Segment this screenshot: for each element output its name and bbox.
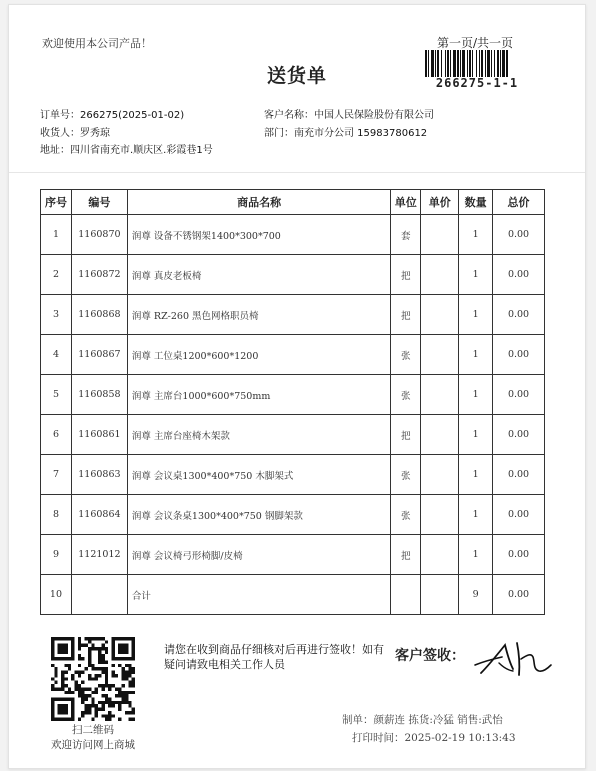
item-code: 1160872	[71, 255, 127, 295]
item-qty: 1	[459, 295, 493, 335]
row-index: 5	[41, 375, 72, 415]
total-qty: 9	[459, 575, 493, 615]
item-code	[71, 575, 127, 615]
item-total: 0.00	[493, 295, 545, 335]
delivery-address: 地址：四川省南充市.顺庆区.彩霞巷1号	[40, 145, 213, 156]
item-price	[421, 255, 459, 295]
item-price	[421, 495, 459, 535]
print-time: 打印时间：2025-02-19 10:13:43	[352, 732, 516, 744]
item-price	[421, 575, 459, 615]
department-info: 部门：南充市分公司 15983780612	[264, 128, 428, 139]
row-index: 9	[41, 535, 72, 575]
item-name: 润尊 主席台1000*600*750mm	[127, 375, 390, 415]
item-name: 润尊 工位桌1200*600*1200	[127, 335, 390, 375]
row-index: 3	[41, 295, 72, 335]
column-header: 序号	[41, 190, 72, 215]
table-row	[41, 215, 545, 255]
item-unit: 套	[391, 215, 421, 255]
barcode-number: 266275-1-1	[435, 76, 519, 90]
qr-caption-line2: 欢迎访问网上商城	[51, 739, 135, 751]
staff-info: 制单：颜薪连 拣货:冷猛 销售:武怡	[342, 714, 503, 726]
total-row	[41, 575, 545, 615]
item-name: 润尊 RZ-260 黑色网格职员椅	[127, 295, 390, 335]
item-name: 润尊 会议椅弓形椅脚/皮椅	[127, 535, 390, 575]
item-code: 1160863	[71, 455, 127, 495]
column-header: 总价	[493, 190, 545, 215]
column-header: 单位	[391, 190, 421, 215]
receiver-name: 收货人：罗秀琼	[40, 128, 110, 139]
item-qty: 1	[459, 415, 493, 455]
item-total: 0.00	[493, 415, 545, 455]
row-index: 2	[41, 255, 72, 295]
table-row	[41, 535, 545, 575]
item-unit: 张	[391, 495, 421, 535]
item-qty: 1	[459, 535, 493, 575]
item-total: 0.00	[493, 495, 545, 535]
customer-signature-label: 客户签收：	[395, 648, 465, 664]
item-total: 0.00	[493, 255, 545, 295]
item-unit: 张	[391, 455, 421, 495]
qr-code-icon	[51, 637, 135, 721]
delivery-note-page	[8, 4, 586, 769]
item-code: 1160861	[71, 415, 127, 455]
column-header: 数量	[459, 190, 493, 215]
grand-total: 0.00	[493, 575, 545, 615]
item-name: 润尊 真皮老板椅	[127, 255, 390, 295]
item-price	[421, 375, 459, 415]
row-index: 1	[41, 215, 72, 255]
row-index: 6	[41, 415, 72, 455]
table-row	[41, 495, 545, 535]
column-header: 编号	[71, 190, 127, 215]
item-price	[421, 535, 459, 575]
item-unit: 把	[391, 535, 421, 575]
column-header: 商品名称	[127, 190, 390, 215]
item-total: 0.00	[493, 375, 545, 415]
column-header: 单价	[421, 190, 459, 215]
page-indicator: 第一页/共一页	[437, 36, 514, 50]
row-index: 7	[41, 455, 72, 495]
table-row	[41, 415, 545, 455]
row-index: 4	[41, 335, 72, 375]
row-index: 8	[41, 495, 72, 535]
item-unit: 张	[391, 375, 421, 415]
item-unit: 把	[391, 255, 421, 295]
qr-caption	[39, 723, 147, 753]
item-name: 润尊 会议条桌1300*400*750 钢脚架款	[127, 495, 390, 535]
qr-caption-line1: 扫二维码	[72, 724, 114, 736]
item-qty: 1	[459, 255, 493, 295]
table-row	[41, 455, 545, 495]
item-qty: 1	[459, 335, 493, 375]
item-price	[421, 335, 459, 375]
item-qty: 1	[459, 375, 493, 415]
table-row	[41, 295, 545, 335]
customer-name: 客户名称：中国人民保险股份有限公司	[264, 110, 434, 121]
item-total: 0.00	[493, 535, 545, 575]
item-name: 润尊 会议桌1300*400*750 木脚架式	[127, 455, 390, 495]
handwritten-signature	[469, 635, 555, 679]
item-code: 1160870	[71, 215, 127, 255]
item-qty: 1	[459, 215, 493, 255]
items-table	[40, 189, 545, 615]
item-price	[421, 455, 459, 495]
item-price	[421, 415, 459, 455]
order-number: 订单号：266275(2025-01-02)	[40, 110, 185, 121]
table-row	[41, 255, 545, 295]
section-divider	[9, 172, 585, 173]
item-price	[421, 295, 459, 335]
row-index: 10	[41, 575, 72, 615]
item-total: 0.00	[493, 335, 545, 375]
item-qty: 1	[459, 455, 493, 495]
item-total: 0.00	[493, 215, 545, 255]
table-row	[41, 335, 545, 375]
item-unit: 把	[391, 415, 421, 455]
item-code: 1160858	[71, 375, 127, 415]
item-unit: 把	[391, 295, 421, 335]
item-name: 润尊 设备不锈钢架1400*300*700	[127, 215, 390, 255]
item-unit	[391, 575, 421, 615]
item-code: 1160867	[71, 335, 127, 375]
receipt-notice: 请您在收到商品仔细核对后再进行签收！如有疑问请致电相关工作人员	[164, 643, 384, 671]
item-qty: 1	[459, 495, 493, 535]
welcome-text: 欢迎使用本公司产品！	[42, 37, 152, 50]
item-name: 润尊 主席台座椅木架款	[127, 415, 390, 455]
item-price	[421, 215, 459, 255]
total-label: 合计	[127, 575, 390, 615]
table-row	[41, 375, 545, 415]
item-total: 0.00	[493, 455, 545, 495]
item-code: 1160868	[71, 295, 127, 335]
item-code: 1121012	[71, 535, 127, 575]
document-title: 送货单	[266, 65, 327, 87]
item-code: 1160864	[71, 495, 127, 535]
item-unit: 张	[391, 335, 421, 375]
table-header-row	[41, 190, 545, 215]
